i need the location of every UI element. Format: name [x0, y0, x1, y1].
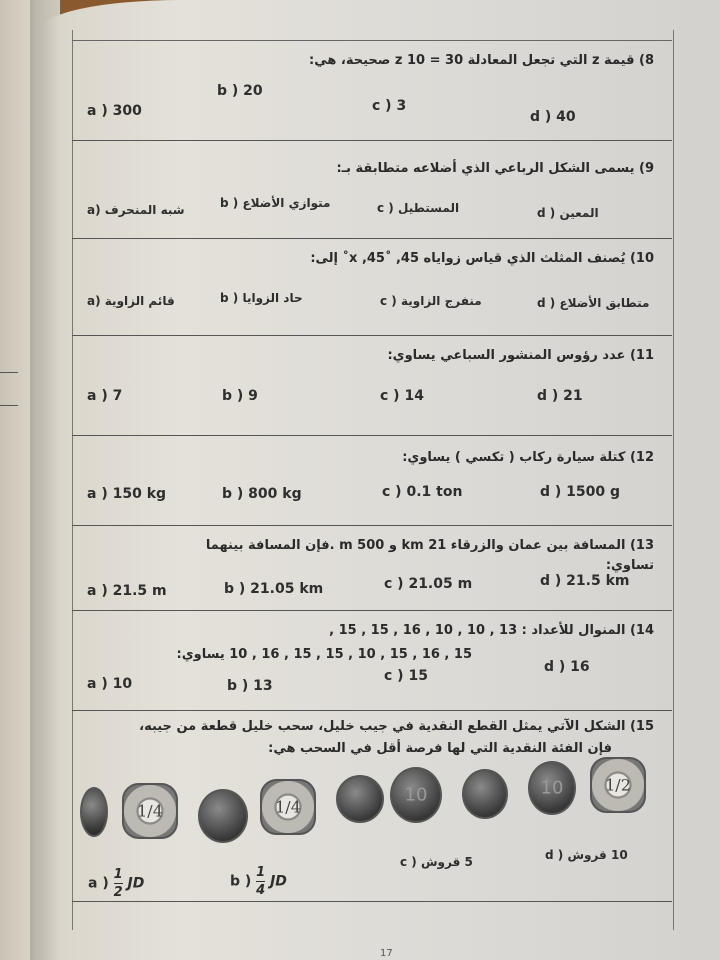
coin-face: 10 [404, 784, 428, 806]
option-b [224, 581, 323, 597]
option-value: المعين [559, 206, 599, 220]
option-label: c ) [384, 576, 404, 592]
option-d [544, 659, 590, 675]
question-stem-line-1: 15) الشكل الآتي يمثل القطع النقدية في جيب خليل، سحب خليل قطعة من جيبه، [139, 719, 654, 734]
option-value: 300 [112, 103, 142, 119]
option-a [87, 103, 142, 119]
unit: JD [127, 875, 145, 892]
q15-option-c: 5 قروش ( c [400, 855, 473, 869]
option-c [380, 388, 424, 404]
option-label: b ) [224, 581, 246, 597]
option-label: d ) [544, 659, 566, 675]
option-value: حاد الزوايا [242, 291, 303, 305]
option-a [87, 486, 166, 502]
page-fold-shadow [30, 0, 60, 960]
option-a [87, 583, 167, 599]
question-9 [72, 140, 672, 236]
coin-dark-icon [336, 775, 384, 823]
question-11 [72, 335, 672, 436]
option-c [384, 668, 428, 684]
option-value: منفرج الزاوية [400, 294, 482, 308]
coin-dark-icon [198, 789, 248, 843]
fraction [256, 866, 265, 897]
option-label: d ) [530, 109, 552, 125]
option-label: d ) [537, 388, 559, 404]
coin-dark-icon [462, 769, 508, 819]
option-value: 21.5 m [112, 583, 167, 599]
question-12 [72, 435, 672, 526]
question-stem: 9) يسمى الشكل الرباعي الذي أضلاعه متطابقة بـ: [336, 161, 654, 176]
option-b [222, 486, 302, 502]
option-c [372, 98, 406, 114]
option-d [537, 388, 583, 404]
option-label: c ) [380, 388, 400, 404]
option-value: 20 [243, 83, 263, 99]
coin-ten-piastre-icon [390, 767, 442, 823]
fraction-bar [114, 883, 123, 884]
option-value: 21.05 m [408, 576, 473, 592]
question-stem-line-1: 14) المنوال للأعداد : 13 , 10 , 10 , 16 , 15 , 15 , [329, 623, 654, 638]
option-value: 10 قروش [567, 848, 628, 862]
option-value: 0.1 ton [406, 484, 463, 500]
fraction [114, 868, 123, 899]
option-value: 800 kg [248, 486, 302, 502]
q15-option-a [88, 868, 144, 899]
option-label: d ) [540, 484, 562, 500]
option-label: c ) [382, 484, 402, 500]
coin-quarter-dinar-icon [260, 779, 316, 835]
option-value: 14 [404, 388, 424, 404]
coin-face: 1/4 [137, 801, 163, 821]
coin-quarter-dinar-icon [122, 783, 178, 839]
option-label: a ) [87, 583, 108, 599]
fraction-bar [256, 881, 265, 882]
question-stem: 12) كتلة سيارة ركاب ( تكسي ) يساوي: [402, 450, 654, 465]
option-a [87, 676, 132, 692]
question-stem: 10) يُصنف المثلث الذي قياس زواياه x ,45˚ ,45˚ إلى: [310, 251, 654, 266]
option-value: متوازي الأضلاع [242, 196, 331, 210]
option-value: 21.5 km [566, 573, 630, 589]
coin-face: 10 [540, 777, 564, 799]
numerator: 1 [256, 865, 266, 880]
question-10 [72, 238, 672, 334]
option-b [217, 83, 263, 99]
denominator: 2 [113, 885, 123, 900]
option-value: 3 [396, 98, 407, 114]
option-value: المستطيل [397, 201, 460, 215]
coin-face: 1/2 [605, 775, 631, 795]
option-value: 150 kg [112, 486, 167, 502]
option-label: b ) [222, 486, 244, 502]
unit: JD [270, 873, 287, 890]
option-b: متوازي الأضلاع ( b [220, 196, 331, 210]
option-value: 7 [112, 388, 123, 404]
option-label: b ) [222, 388, 244, 404]
q15-option-b [230, 866, 287, 897]
option-value: 21 [563, 388, 583, 404]
q15-option-d: 10 قروش ( d [545, 848, 628, 862]
option-b: حاد الزوايا ( b [220, 291, 303, 305]
coin-ten-piastre-icon [528, 761, 576, 815]
coin-half-dinar-icon [590, 757, 646, 813]
option-d: المعين ( d [537, 206, 599, 220]
option-label: d ) [540, 573, 562, 589]
option-a [87, 388, 122, 404]
question-stem-line-2: 15 , 16 , 15 , 10 , 15 , 15 , 16 , 10 يساوي: [176, 647, 472, 662]
option-value: 5 قروش [420, 855, 473, 869]
question-13 [72, 525, 672, 611]
option-value: 13 [253, 678, 273, 694]
option-c [384, 576, 472, 592]
option-c [382, 484, 462, 500]
option-d [540, 484, 620, 500]
option-d [530, 109, 576, 125]
question-stem: 8) قيمة z التي تجعل المعادلة 30 = 10 z صحيحة، هي: [309, 53, 654, 68]
option-a: شبه المنحرف (a [87, 203, 185, 217]
page-number: 17 [380, 948, 393, 959]
option-label: b ) [217, 83, 239, 99]
option-value: شبه المنحرف [104, 203, 185, 217]
option-label: a ) [88, 875, 109, 892]
option-b [222, 388, 258, 404]
option-value: 40 [556, 109, 576, 125]
option-value: قائم الزاوية [104, 294, 175, 308]
option-value: 9 [248, 388, 258, 404]
option-c: المستطيل ( c [377, 201, 460, 215]
coin-dark-icon [80, 787, 108, 837]
option-a: قائم الزاوية (a [87, 294, 175, 308]
coin-face: 1/4 [275, 797, 301, 817]
option-label: b ) [230, 873, 252, 890]
option-label: a ) [87, 103, 108, 119]
option-label: a ) [87, 388, 108, 404]
question-stem: 13) المسافة بين عمان والزرقاء 21 km و 500 m .فإن المسافة بينهما تساوي: [205, 538, 654, 573]
option-c: منفرج الزاوية ( c [380, 294, 482, 308]
coins-figure [80, 775, 660, 845]
option-label: a ) [87, 486, 108, 502]
option-label: a ) [87, 676, 108, 692]
denominator: 4 [256, 883, 266, 898]
option-label: c ) [372, 98, 392, 114]
question-8 [72, 40, 672, 136]
question-stem-line-2: فإن الفئة النقدية التي لها فرصة أقل في السحب هي: [268, 741, 612, 756]
option-b [227, 678, 273, 694]
option-value: 16 [570, 659, 590, 675]
option-d: متطابق الأضلاع ( d [537, 296, 650, 310]
option-label: b ) [227, 678, 249, 694]
numerator: 1 [113, 867, 123, 882]
option-d [540, 573, 630, 589]
option-value: 21.05 km [250, 581, 324, 597]
question-14 [72, 610, 672, 711]
question-stem: 11) عدد رؤوس المنشور السباعي يساوي: [387, 348, 654, 363]
option-value: 10 [112, 676, 133, 692]
option-value: 1500 g [566, 484, 621, 500]
option-value: 15 [408, 668, 428, 684]
option-value: متطابق الأضلاع [559, 296, 650, 310]
option-label: c ) [384, 668, 404, 684]
